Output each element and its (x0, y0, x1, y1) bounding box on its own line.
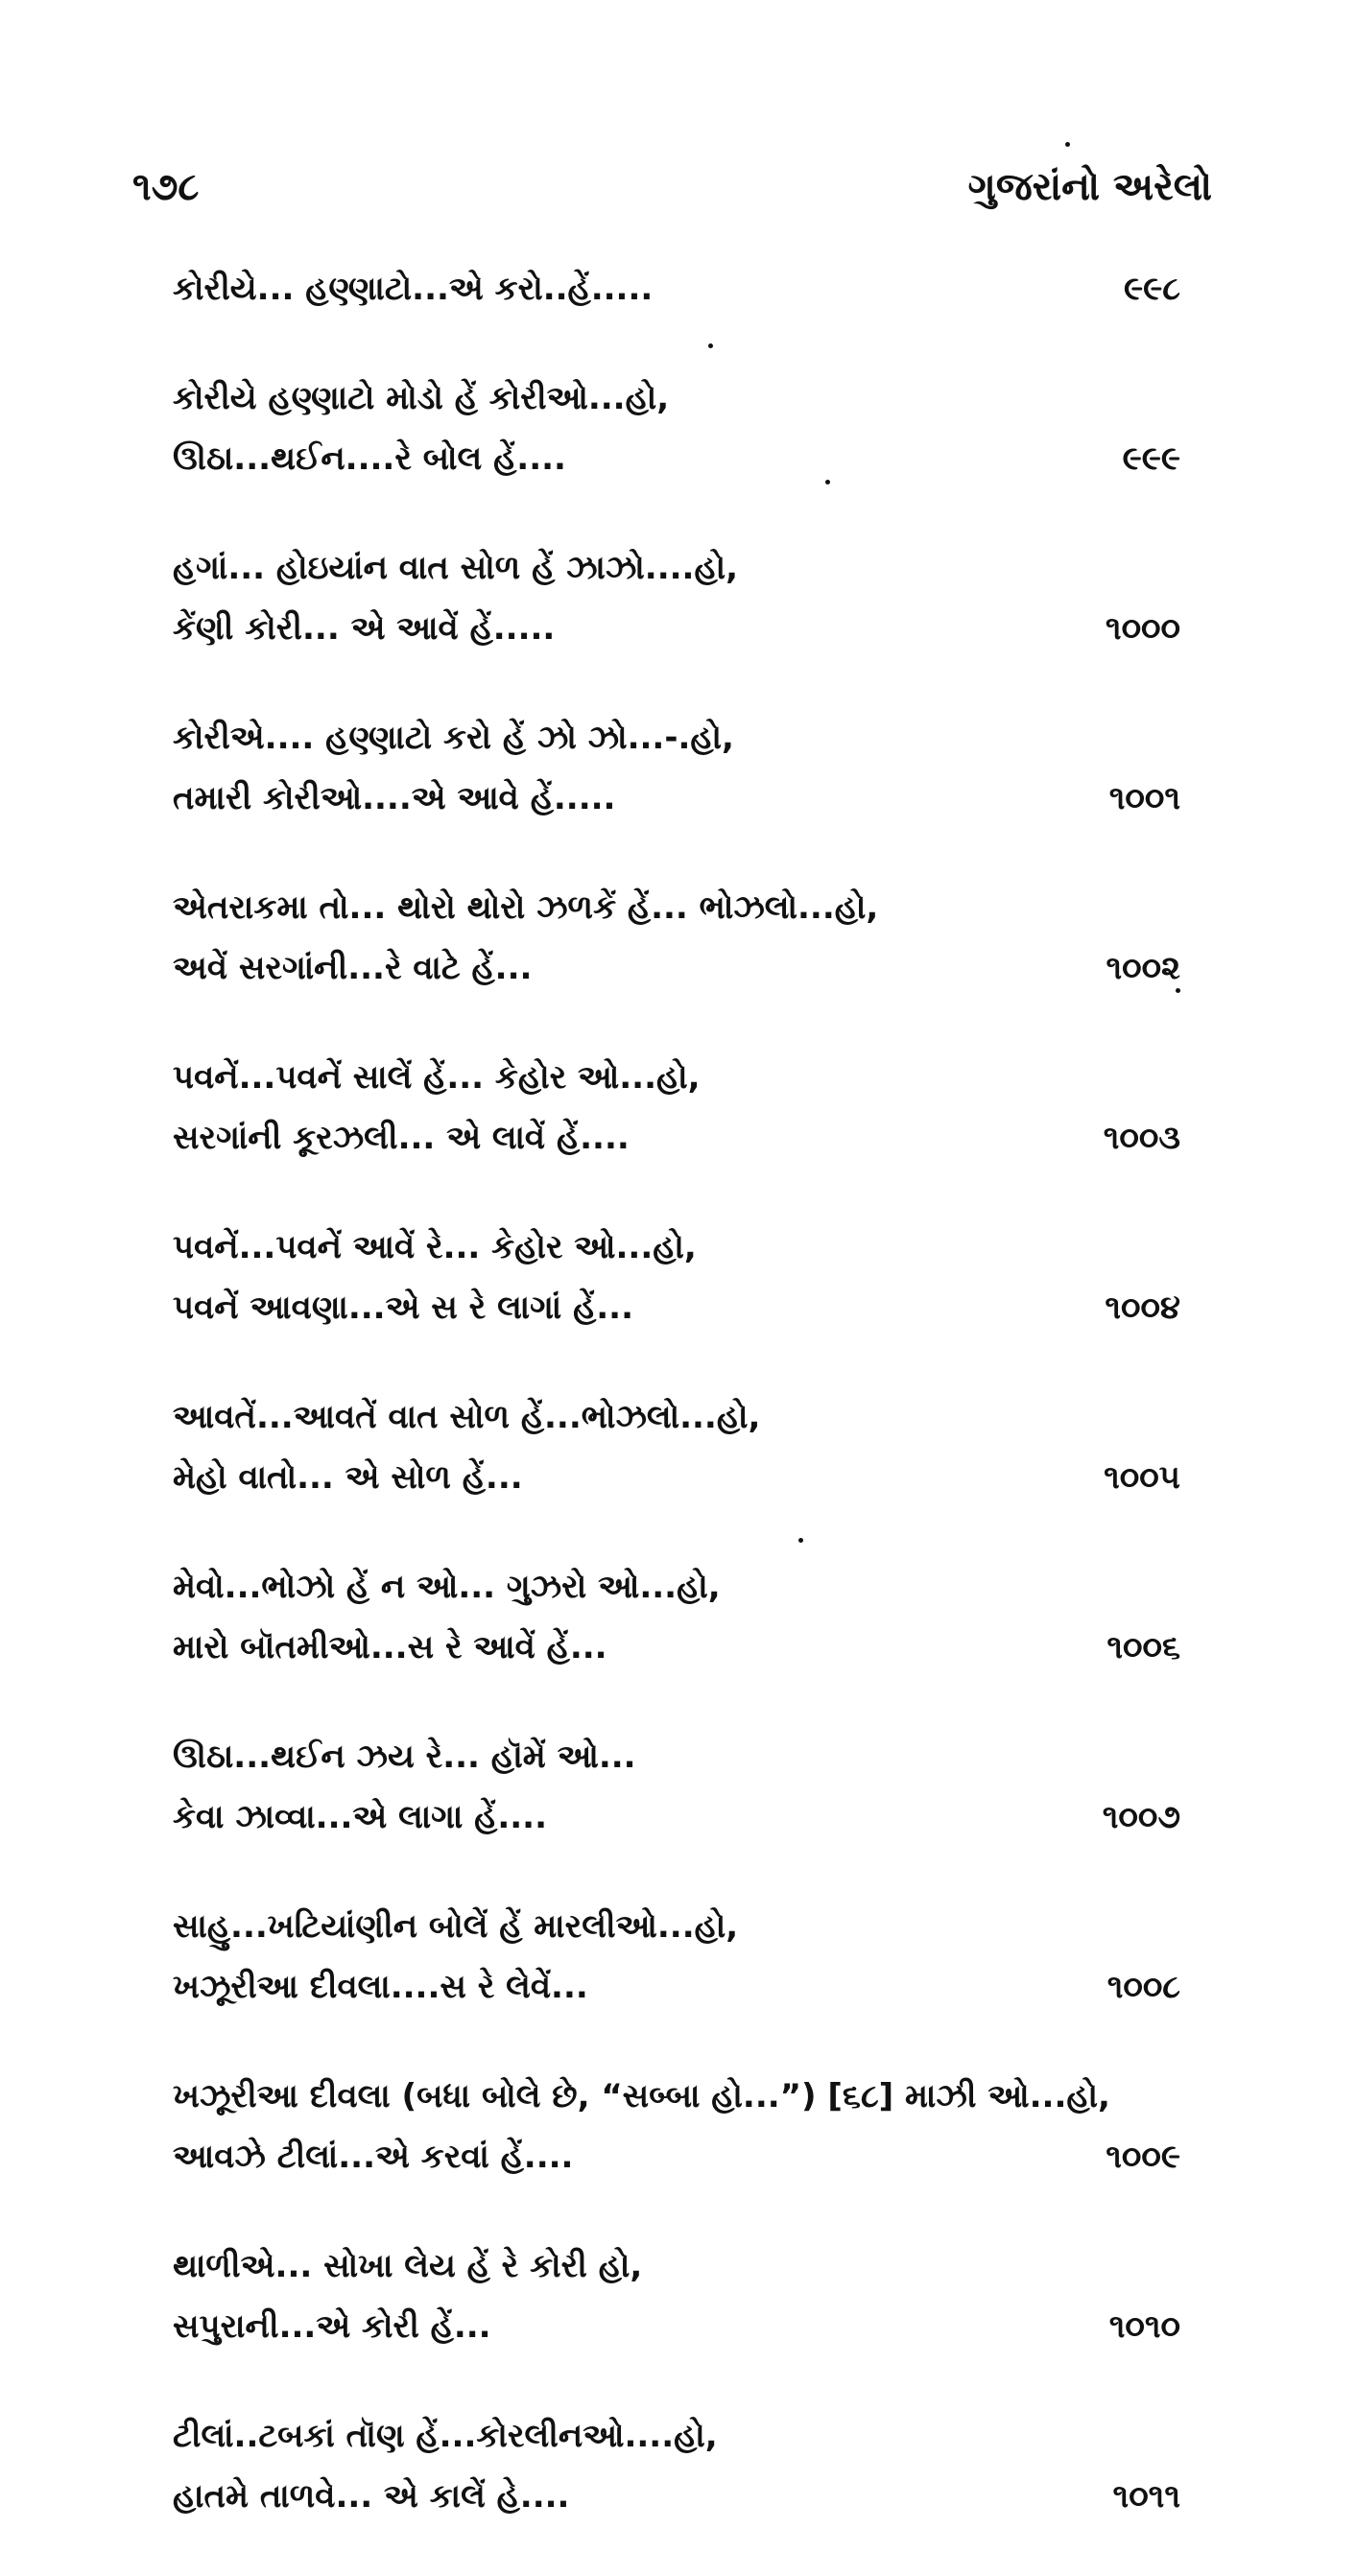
verse-stanza (173, 2406, 1180, 2527)
verse-line: થાળીએ... સોખા લેય હેં રે કોરી હો, (173, 2247, 643, 2285)
verse-line: સાહુ...ખટિયાંણીન બોલેં હેં મારલીઓ...હો, (173, 1907, 739, 1946)
verse-number: ૧૦૧૧ (1112, 2477, 1180, 2516)
verse-stanza (173, 259, 1180, 319)
verse-number: ૯૯૯ (1122, 439, 1180, 478)
verse-stanza (173, 368, 1180, 489)
verse-line: સરગાંની કૂરઝલી... એ લાવેં હેં.... (173, 1119, 630, 1157)
verse-stanza (173, 1387, 1180, 1508)
verse-line: પવનેં...પવનેં આવેં રે... કેહોર ઓ...હો, (173, 1228, 697, 1266)
verse-line: આવઝે ટીલાં...એ કરવાં હેં.... (173, 2138, 574, 2176)
verse-number: ૧૦૦૫ (1104, 1458, 1180, 1497)
verse-stanza (173, 1557, 1180, 1678)
verse-number: ૧૦૧૦ (1108, 2307, 1180, 2346)
verse-number: ૧૦૦૩ (1103, 1119, 1180, 1157)
verse-line: ઊઠા...થઈન ઝય રે... હૉમેં ઓ... (173, 1737, 636, 1776)
verse-line: ઊઠા...થઈન....રે બોલ હેં.... (173, 439, 566, 478)
verse-line: હાતમે તાળવે... એ કાલેં હે.... (173, 2477, 570, 2516)
verse-line: મેહો વાતો... એ સોળ હેં... (173, 1458, 523, 1497)
verse-stanza (173, 2236, 1180, 2357)
verse-line: કોરીએ.... હણ્ણાટો કરો હેં ઝો ઝો...-.હો, (173, 719, 734, 757)
verse-line: ખઝૂરીઆ દીવલા....સ રે લેવેં... (173, 1968, 588, 2006)
verse-line: સપુરાની...એ કોરી હેં... (173, 2307, 491, 2346)
verse-line: અવેં સરગાંની...રે વાટે હેં... (173, 949, 533, 987)
verse-line: પવનેં...પવનેં સાલેં હેં... કેહોર ઓ...હો, (173, 1058, 701, 1097)
verse-line: તમારી કોરીઓ....એ આવે હેં..... (173, 779, 616, 817)
verse-line: ખઝૂરીઆ દીવલા (બધા બોલે છે, “સબ્બા હો...”) [૬૮] માઝી ઓ...હો, (173, 2077, 1110, 2115)
verse-stanza (173, 1897, 1180, 2018)
verse-stanza (173, 1048, 1180, 1169)
verse-number: ૧૦૦૮ (1106, 1968, 1180, 2006)
verse-line: હગાં... હોઇયાંન વાત સોળ હેં ઝાઝો....હો, (173, 549, 739, 587)
page-number: ૧૭૮ (132, 165, 200, 209)
print-speck (1065, 142, 1070, 147)
verse-line: ટીલાં..ટબકાં તૉણ હેં...કોરલીનઓ....હો, (173, 2417, 718, 2455)
verse-list (173, 259, 1180, 2576)
verse-stanza (173, 538, 1180, 659)
verse-number: ૯૯૮ (1124, 270, 1180, 308)
verse-line: પવનેં આવણા...એ સ રે લાગાં હેં... (173, 1288, 634, 1327)
verse-line: કેંણી કોરી... એ આવેં હેં..... (173, 609, 556, 648)
verse-stanza (173, 1217, 1180, 1338)
verse-line: આવતેં...આવતેં વાત સોળ હેં...ભોઝલો...હો, (173, 1398, 761, 1436)
verse-number: ૧૦૦૨ (1106, 949, 1180, 987)
verse-number: ૧૦૦૯ (1106, 2138, 1180, 2176)
running-head: ગુજરાંનો અરેલો (967, 165, 1212, 209)
verse-stanza (173, 2067, 1180, 2187)
verse-stanza (173, 1727, 1180, 1848)
verse-line: મેવો...ભોઝો હેં ન ઓ... ગુઝરો ઓ...હો, (173, 1568, 721, 1606)
verse-line: કોરીયે હણ્ણાટો મોડો હેં કોરીઓ...હો, (173, 379, 670, 417)
verse-line: મારો બૉતમીઓ...સ રે આવેં હેં... (173, 1628, 607, 1666)
verse-number: ૧૦૦૪ (1105, 1288, 1180, 1327)
verse-number: ૧૦૦૧ (1108, 779, 1180, 817)
verse-line: કેવા ઝાવ્વા...એ લાગા હેં.... (173, 1798, 548, 1836)
verse-stanza (173, 878, 1180, 999)
verse-number: ૧૦૦૬ (1106, 1628, 1180, 1666)
verse-line: એતરાકમા તો... થોરો થોરો ઝળકેં હેં... ભોઝલો...હો, (173, 888, 879, 927)
verse-number: ૧૦૦૦ (1105, 609, 1180, 648)
verse-number: ૧૦૦૭ (1102, 1798, 1180, 1836)
verse-stanza (173, 708, 1180, 829)
verse-line: કોરીયે... હણ્ણાટો...એ કરો..હેં..... (173, 270, 654, 308)
